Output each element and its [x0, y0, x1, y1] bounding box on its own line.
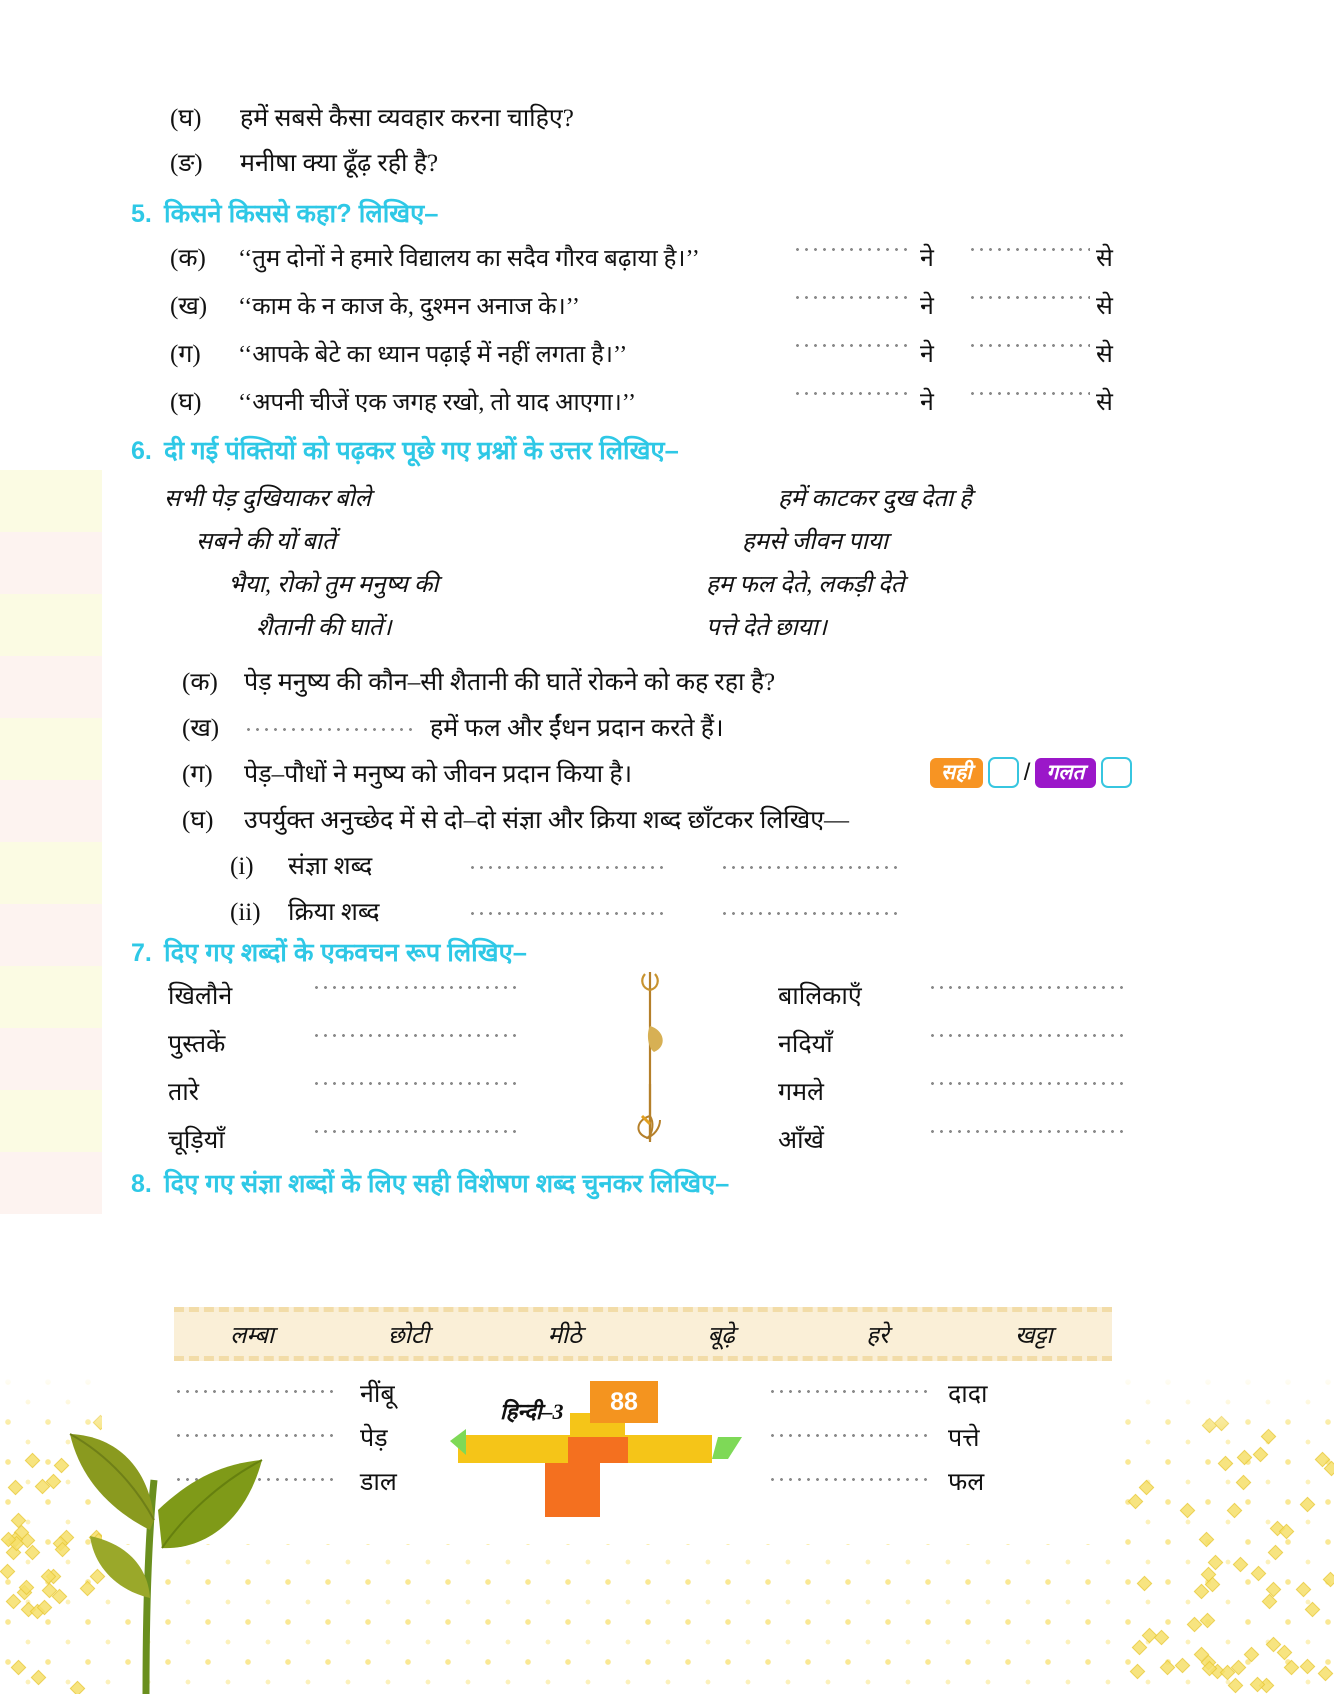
item-text: क्रिया शब्द	[288, 899, 380, 926]
word-bank-item: बूढ़े	[707, 1322, 735, 1349]
word-bank-item: लम्बा	[230, 1322, 275, 1349]
answer-blank[interactable]	[720, 858, 902, 874]
q8-right-noun: पत्ते	[948, 1425, 980, 1452]
word-bank-item: छोटी	[387, 1322, 430, 1349]
question-number: 6.	[131, 437, 152, 465]
question-6-header	[131, 433, 679, 467]
item-text: पेड़ मनुष्य की कौन–सी शैतानी की घातें रोकने को कह रहा है?	[244, 669, 776, 696]
item-text: मनीषा क्या ढूँढ़ रही है?	[240, 150, 439, 177]
word-bank-item: मीठे	[547, 1322, 583, 1349]
answer-blank[interactable]	[928, 1074, 1126, 1090]
item-text: ‘‘तुम दोनों ने हमारे विद्यालय का सदैव गौरव बढ़ाया है।’’	[238, 246, 700, 272]
q5-col-ne: ने	[920, 389, 934, 416]
item-label: (ङ)	[170, 150, 203, 177]
answer-blank[interactable]	[968, 336, 1090, 352]
answer-blank[interactable]	[968, 240, 1090, 256]
question-heading: किसने किससे कहा? लिखिए–	[164, 200, 439, 228]
q5-col-ne: ने	[920, 245, 934, 272]
answer-blank[interactable]	[312, 978, 520, 994]
answer-blank[interactable]	[468, 904, 668, 920]
book-label: हिन्दी–3	[500, 1399, 564, 1424]
item-text: ‘‘आपके बेटे का ध्यान पढ़ाई में नहीं लगता है।’’	[238, 342, 628, 368]
true-false-selector[interactable]	[930, 757, 1132, 788]
page-number: 88	[590, 1381, 658, 1423]
q5-item	[170, 336, 627, 370]
answer-blank[interactable]	[312, 1074, 520, 1090]
poem-line: शैतानी की घातें।	[256, 615, 392, 641]
poem-line: हमें काटकर दुख देता है	[778, 486, 972, 512]
wheat-ornament-icon	[620, 966, 680, 1146]
q7-left-word: तारे	[168, 1079, 199, 1106]
answer-blank[interactable]	[928, 1122, 1126, 1138]
item-label: (ख)	[182, 715, 220, 742]
answer-blank[interactable]	[720, 904, 902, 920]
badge-wrong: गलत	[1035, 758, 1095, 788]
answer-blank[interactable]	[928, 978, 1126, 994]
question-number: 7.	[131, 939, 152, 967]
q8-right-noun: दादा	[948, 1381, 988, 1408]
item-text: ‘‘काम के न काज के, दुश्मन अनाज के।’’	[238, 294, 580, 320]
poem-line: भैया, रोको तुम मनुष्य की	[228, 572, 439, 598]
q7-right-word: गमले	[778, 1079, 824, 1106]
q7-left-word: चूड़ियाँ	[168, 1127, 225, 1154]
item-text: पेड़–पौधों ने मनुष्य को जीवन प्रदान किया है।	[244, 761, 633, 788]
answer-blank[interactable]	[968, 384, 1090, 400]
answer-blank[interactable]	[928, 1026, 1126, 1042]
answer-blank[interactable]	[468, 858, 668, 874]
q7-left-word: पुस्तकें	[168, 1031, 226, 1058]
q5-col-se: से	[1096, 293, 1113, 320]
q6-item	[182, 664, 775, 698]
answer-blank[interactable]	[768, 1470, 932, 1486]
q6-subitem	[230, 848, 902, 882]
q5-item	[170, 288, 580, 322]
item-text: हमें सबसे कैसा व्यवहार करना चाहिए?	[240, 105, 574, 132]
q5-col-se: से	[1096, 245, 1113, 272]
item-text: ‘‘अपनी चीजें एक जगह रखो, तो याद आएगा।’’	[238, 390, 637, 416]
item-label: (घ)	[170, 105, 202, 132]
question-5-header	[131, 196, 438, 230]
poem-line: हमसे जीवन पाया	[742, 529, 888, 555]
answer-blank[interactable]	[768, 1382, 932, 1398]
q7-right-word: आँखें	[778, 1127, 825, 1154]
item-label: (ग)	[182, 761, 213, 788]
list-item	[170, 100, 574, 134]
word-bank-item: हरे	[866, 1322, 889, 1349]
item-label: (ग)	[170, 341, 201, 368]
q7-left-word: खिलौने	[168, 983, 233, 1010]
question-number: 5.	[131, 200, 152, 228]
word-bank-item: खट्टा	[1015, 1322, 1053, 1349]
q5-col-ne: ने	[920, 341, 934, 368]
q7-right-word: नदियाँ	[778, 1031, 833, 1058]
q6-item	[182, 802, 849, 836]
item-label: (घ)	[182, 807, 214, 834]
question-heading: दिए गए संज्ञा शब्दों के लिए सही विशेषण शब्द चुनकर लिखिए–	[164, 1170, 730, 1198]
q8-left-noun: पेड़	[360, 1425, 388, 1452]
answer-blank[interactable]	[968, 288, 1090, 304]
answer-blank[interactable]	[244, 720, 414, 736]
q5-item	[170, 384, 636, 418]
q8-left-noun: डाल	[360, 1469, 397, 1496]
checkbox-wrong[interactable]	[1101, 757, 1132, 788]
item-label: (i)	[230, 853, 254, 880]
answer-blank[interactable]	[768, 1426, 932, 1442]
q8-left-noun: नींबू	[360, 1381, 395, 1408]
poem-line: सभी पेड़ दुखियाकर बोले	[164, 486, 371, 512]
poem-line: सबने की यों बातें	[196, 529, 336, 555]
list-item	[170, 145, 438, 179]
item-text: संज्ञा शब्द	[288, 853, 373, 880]
separator: /	[1023, 758, 1031, 786]
item-label: (क)	[170, 245, 206, 272]
word-bank-table	[174, 1307, 1112, 1361]
q7-right-word: बालिकाएँ	[778, 983, 862, 1010]
item-label: (घ)	[170, 389, 202, 416]
answer-blank[interactable]	[312, 1026, 520, 1042]
item-label: (ख)	[170, 293, 208, 320]
question-8-header	[131, 1166, 729, 1200]
badge-correct: सही	[930, 758, 983, 788]
question-heading: दिए गए शब्दों के एकवचन रूप लिखिए–	[164, 939, 527, 967]
q5-col-se: से	[1096, 341, 1113, 368]
q6-item	[182, 710, 724, 744]
item-label: (ii)	[230, 899, 261, 926]
answer-blank[interactable]	[312, 1122, 520, 1138]
answer-blank[interactable]	[793, 384, 910, 400]
item-label: (क)	[182, 669, 218, 696]
question-7-header	[131, 935, 527, 969]
item-text: उपर्युक्त अनुच्छेद में से दो–दो संज्ञा और क्रिया शब्द छाँटकर लिखिए—	[244, 807, 850, 834]
plant-leaf-illustration	[50, 1360, 290, 1694]
q8-right-noun: फल	[948, 1469, 985, 1496]
question-number: 8.	[131, 1170, 152, 1198]
poem-line: पत्ते देते छाया।	[706, 615, 827, 641]
answer-blank[interactable]	[793, 336, 910, 352]
answer-blank[interactable]	[793, 288, 910, 304]
q5-item	[170, 240, 700, 274]
q6-subitem	[230, 894, 902, 928]
q6-item	[182, 756, 632, 790]
checkbox-correct[interactable]	[988, 757, 1019, 788]
q5-col-se: से	[1096, 389, 1113, 416]
q5-col-ne: ने	[920, 293, 934, 320]
item-text: हमें फल और ईंधन प्रदान करते हैं।	[430, 715, 724, 742]
poem-line: हम फल देते, लकड़ी देते	[706, 572, 905, 598]
answer-blank[interactable]	[793, 240, 910, 256]
question-heading: दी गई पंक्तियों को पढ़कर पूछे गए प्रश्नों के उत्तर लिखिए–	[164, 437, 679, 465]
